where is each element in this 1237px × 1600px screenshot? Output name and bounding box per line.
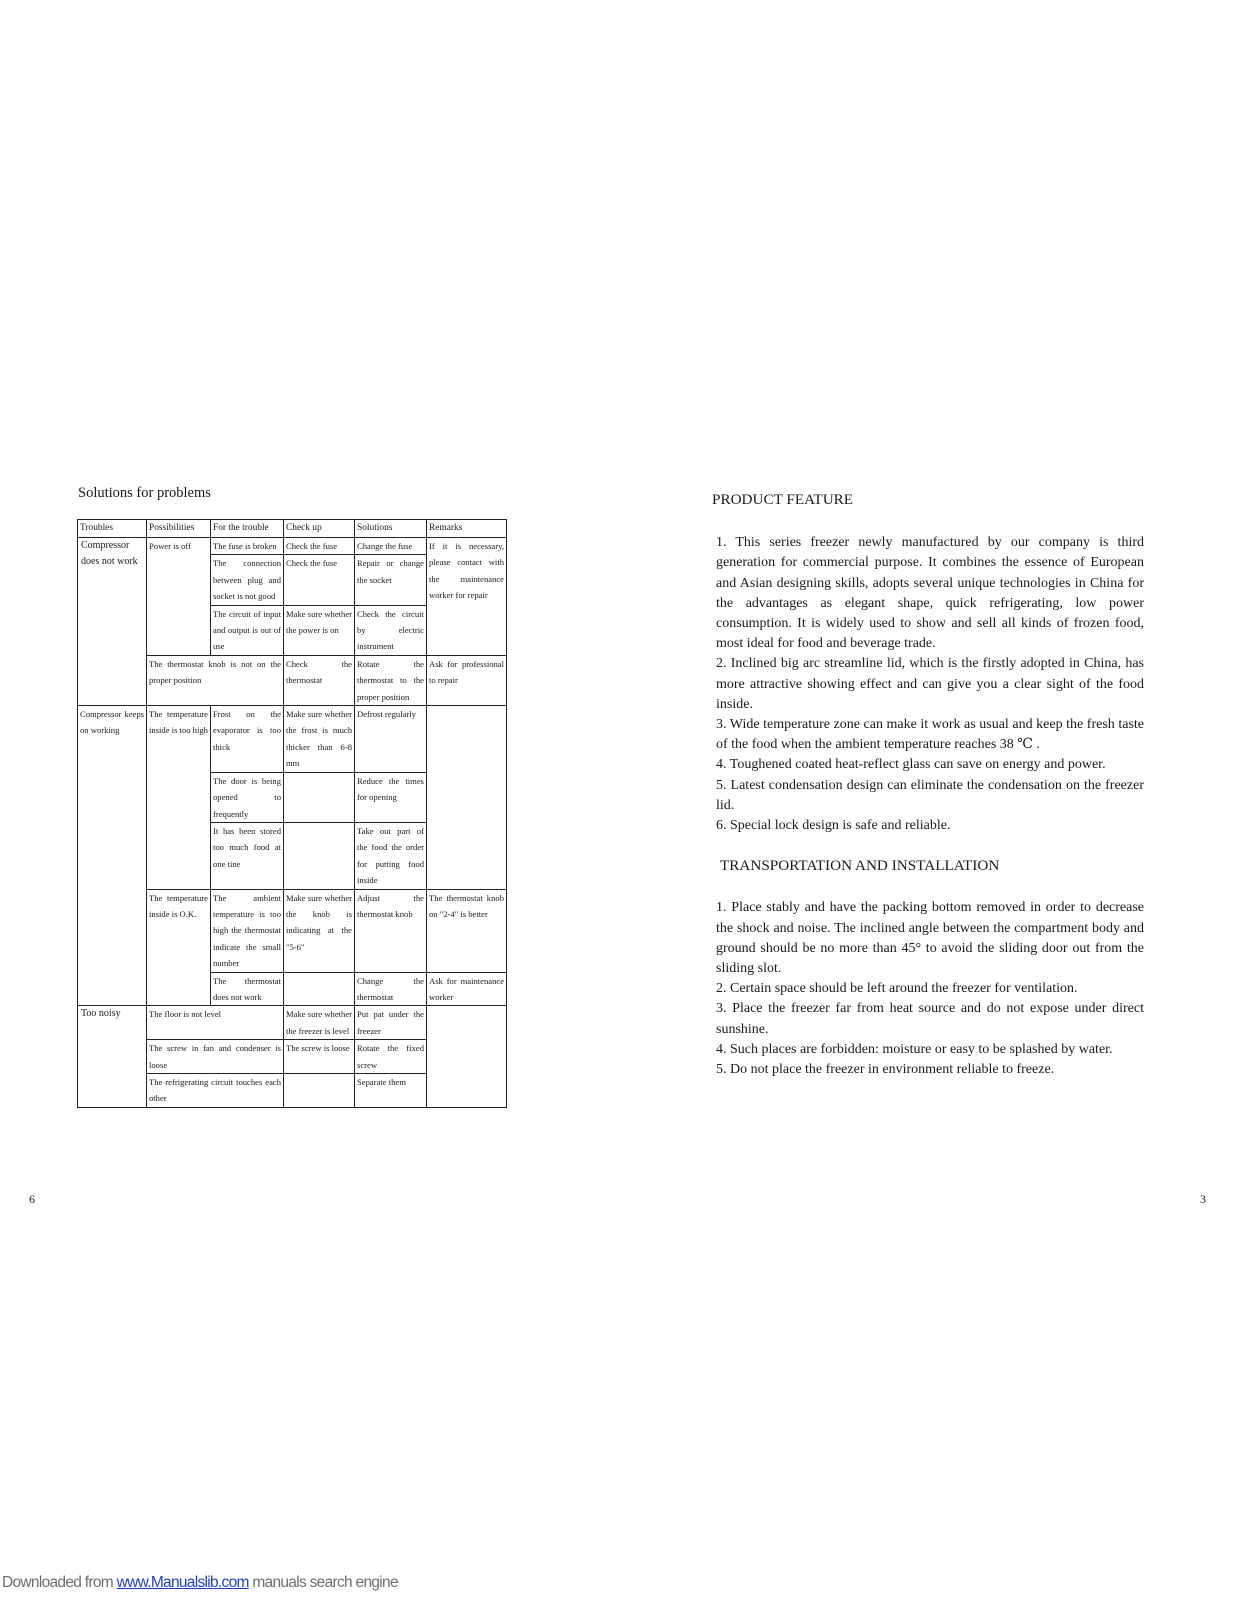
solution-cell: Reduce the times for opening — [355, 772, 427, 822]
cause-cell: The thermostat does not work — [211, 972, 284, 1006]
remark-cell: If it is necessary, please contact with the maintenance worker for repair — [427, 538, 507, 656]
trouble-cell: Compressor does not work — [78, 538, 147, 706]
possibility-cell: The thermostat knob is not on the proper position — [147, 655, 284, 705]
solution-cell: Take out part of the food the order for putting food inside — [355, 822, 427, 889]
header-cell: Remarks — [427, 520, 507, 538]
possibility-cell: The screw in fan and condenser is loose — [147, 1040, 284, 1074]
header-cell: Troubles — [78, 520, 147, 538]
product-feature-title: PRODUCT FEATURE — [712, 491, 854, 508]
cause-cell: The door is being opened to frequently — [211, 772, 284, 822]
check-cell: Check the fuse — [284, 538, 355, 555]
list-item: 3. Place the freezer far from heat source and do not expose under direct sunshine. — [716, 1001, 1144, 1037]
list-item: 1. Place stably and have the packing bottom removed in order to decrease the shock and noise. The inclined angle between the compartment body and ground should be no more than 45° to avoid the sliding door out from the sliding slot. — [716, 900, 1144, 977]
header-cell: Check up — [284, 520, 355, 538]
troubleshooting-table — [77, 519, 507, 1108]
cause-cell: The ambient temperature is too high the thermostat indicate the small number — [211, 889, 284, 972]
header-cell: Possibilities — [147, 520, 211, 538]
cause-cell: The circuit of input and output is out of use — [211, 605, 284, 655]
transportation-list — [716, 898, 1144, 1080]
list-item: 2. Certain space should be left around the freezer for ventilation. — [716, 981, 1078, 997]
table-row — [78, 1006, 507, 1040]
left-page-heading: Solutions for problems — [78, 485, 211, 501]
possibility-cell: Power is off — [147, 538, 211, 656]
header-cell: For the trouble — [211, 520, 284, 538]
list-item: 3. Wide temperature zone can make it work as usual and keep the fresh taste of the food when the ambient temperature reaches 38 ℃ . — [716, 717, 1144, 753]
check-cell: Check the thermostat — [284, 655, 355, 705]
right-page-content — [712, 490, 1144, 1080]
check-cell: Make sure whether the power is on — [284, 605, 355, 655]
trouble-cell: Too noisy — [78, 1006, 147, 1107]
check-cell: Make sure whether the frost is much thicker than 6-8 mm — [284, 706, 355, 773]
check-cell — [284, 822, 355, 889]
download-footer — [2, 1574, 398, 1592]
footer-prefix: Downloaded from — [2, 1574, 117, 1591]
table-row — [78, 538, 507, 555]
solution-cell: Separate them — [355, 1074, 427, 1108]
list-item: 1. This series freezer newly manufactured by our company is third generation for commercial purpose. It combines the essence of European and Asian designing skills, adopts several unique technologies in China for the advantages as elegant shape, quick refrigerating, low power consumption. It is widely used to show and sell all kinds of frozen food, most ideal for food and beverage trade. — [716, 535, 1144, 652]
remark-cell: Ask for maintenance worker — [427, 972, 507, 1006]
footer-suffix: manuals search engine — [248, 1574, 398, 1591]
solution-cell: Change the thermostat — [355, 972, 427, 1006]
check-cell: Check the fuse — [284, 555, 355, 605]
list-item: 4. Toughened coated heat-reflect glass can save on energy and power. — [716, 757, 1106, 773]
check-cell — [284, 1074, 355, 1108]
list-item: 6. Special lock design is safe and reliable. — [716, 818, 951, 834]
table-row — [78, 706, 507, 773]
page-number-right: 3 — [1200, 1192, 1206, 1206]
table-header-row — [78, 520, 507, 538]
header-cell: Solutions — [355, 520, 427, 538]
solution-cell: Repair or change the socket — [355, 555, 427, 605]
list-item: 4. Such places are forbidden: moisture or easy to be splashed by water. — [716, 1041, 1113, 1057]
possibility-cell: The floor is not level — [147, 1006, 284, 1040]
remark-cell — [427, 1006, 507, 1107]
solution-cell: Adjust the thermostat knob — [355, 889, 427, 972]
remark-cell — [427, 706, 507, 889]
check-cell: The screw is loose — [284, 1040, 355, 1074]
manualslib-link[interactable]: www.Manualslib.com — [116, 1574, 249, 1591]
trouble-cell: Compressor keeps on working — [78, 706, 147, 1006]
product-feature-list — [716, 533, 1144, 836]
possibility-cell: The temperature inside is too high — [147, 706, 211, 889]
remark-cell: Ask for professional to repair — [427, 655, 507, 705]
remark-cell: The thermostat knob on "2-4" is better — [427, 889, 507, 972]
cause-cell: It has been stored too much food at one tine — [211, 822, 284, 889]
check-cell — [284, 772, 355, 822]
solution-cell: Rotate the fixed screw — [355, 1040, 427, 1074]
possibility-cell: The refrigerating circuit touches each other — [147, 1074, 284, 1108]
check-cell — [284, 972, 355, 1006]
list-item: 2. Inclined big arc streamline lid, which is the firstly adopted in China, has more attractive showing effect and can give you a clear sight of the food inside. — [716, 656, 1144, 712]
check-cell: Make sure whether the knob is indicating at the "5-6" — [284, 889, 355, 972]
solution-cell: Put pat under the freezer — [355, 1006, 427, 1040]
cause-cell: Frost on the evaporator is too thick — [211, 706, 284, 773]
transportation-title: TRANSPORTATION AND INSTALLATION — [720, 857, 1000, 875]
cause-cell: The fuse is broken — [211, 538, 284, 555]
list-item: 5. Do not place the freezer in environment reliable to freeze. — [716, 1062, 1055, 1078]
cause-cell: The connection between plug and socket is not good — [211, 555, 284, 605]
list-item: 5. Latest condensation design can eliminate the condensation on the freezer lid. — [716, 777, 1144, 813]
check-cell: Make sure whether the freezer is level — [284, 1006, 355, 1040]
solution-cell: Defrost regularly — [355, 706, 427, 773]
page-number-left: 6 — [29, 1192, 35, 1206]
solution-cell: Rotate the thermostat to the proper position — [355, 655, 427, 705]
solution-cell: Check the circuit by electric instrument — [355, 605, 427, 655]
possibility-cell: The temperature inside is O.K. — [147, 889, 211, 1006]
solution-cell: Change the fuse — [355, 538, 427, 555]
